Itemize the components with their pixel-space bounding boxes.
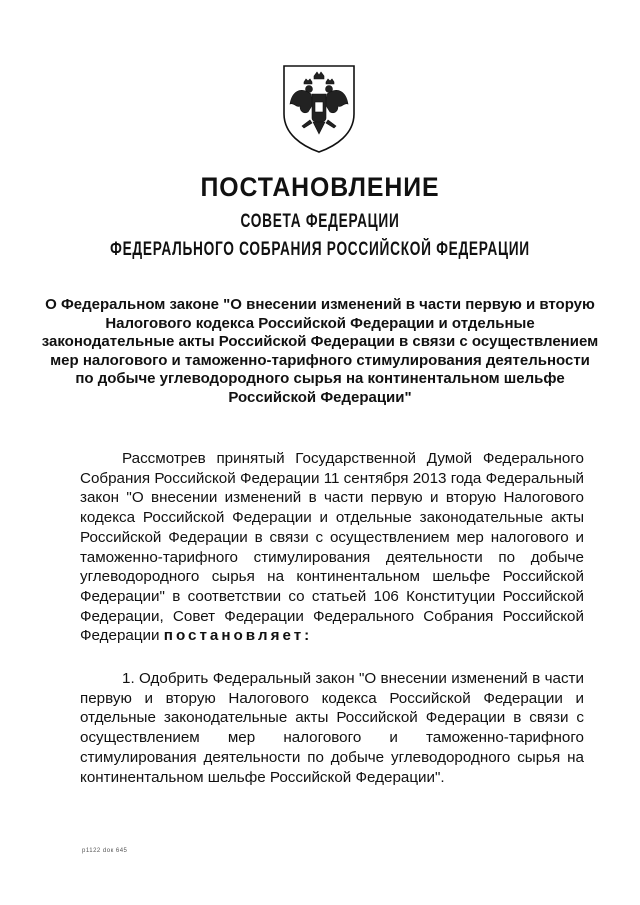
russian-coat-of-arms-icon: [278, 62, 360, 154]
issuer-line-1: СОВЕТА ФЕДЕРАЦИИ: [240, 211, 400, 232]
issuer-line-2: ФЕДЕРАЛЬНОГО СОБРАНИЯ РОССИЙСКОЙ ФЕДЕРАЦИИ: [110, 239, 530, 260]
document-type: ПОСТАНОВЛЕНИЕ: [200, 172, 440, 202]
preamble-paragraph: [80, 449, 584, 646]
document-subject: О Федеральном законе "О внесении изменений в части первую и вторую Налогового кодекса Российской Федерации и отдельные законодательные акты Российской Федерации в связи с осуществлением мер налогового и таможенно-тарифного стимулирования деятельности по добыче углеводородного сырья на континентальном шельфе Российской Федерации": [41, 296, 599, 406]
document-body: [80, 449, 584, 787]
decree-word: постановляет:: [163, 627, 313, 645]
document-title-block: [0, 170, 640, 264]
footer-registration-code: р1122 dок 645: [82, 848, 128, 854]
preamble-text: Рассмотрев принятый Государственной Думой Федерального Собрания Российской Федерации 11 сентября 2013 года Федеральный закон "О внесении изменений в части первую и вторую Налогового кодекса Российской Федерации и отдельные законодательные акты Российской Федерации в связи с осуществлением мер налогового и таможенно-тарифного стимулирования деятельности по добыче углеводородного сырья на континентальном шельфе Российской Федерации" в соответствии со статьей 106 Конституции Российской Федерации, Совет Федерации Федерального Собрания Российской Федерации: [80, 450, 584, 645]
point-1-paragraph: 1. Одобрить Федеральный закон "О внесении изменений в части первую и вторую Налогового кодекса Российской Федерации и отдельные законодательные акты Российской Федерации в связи с осуществлением мер налогового и таможенно-тарифного стимулирования деятельности по добыче углеводородного сырья на континентальном шельфе Российской Федерации".: [80, 670, 584, 786]
